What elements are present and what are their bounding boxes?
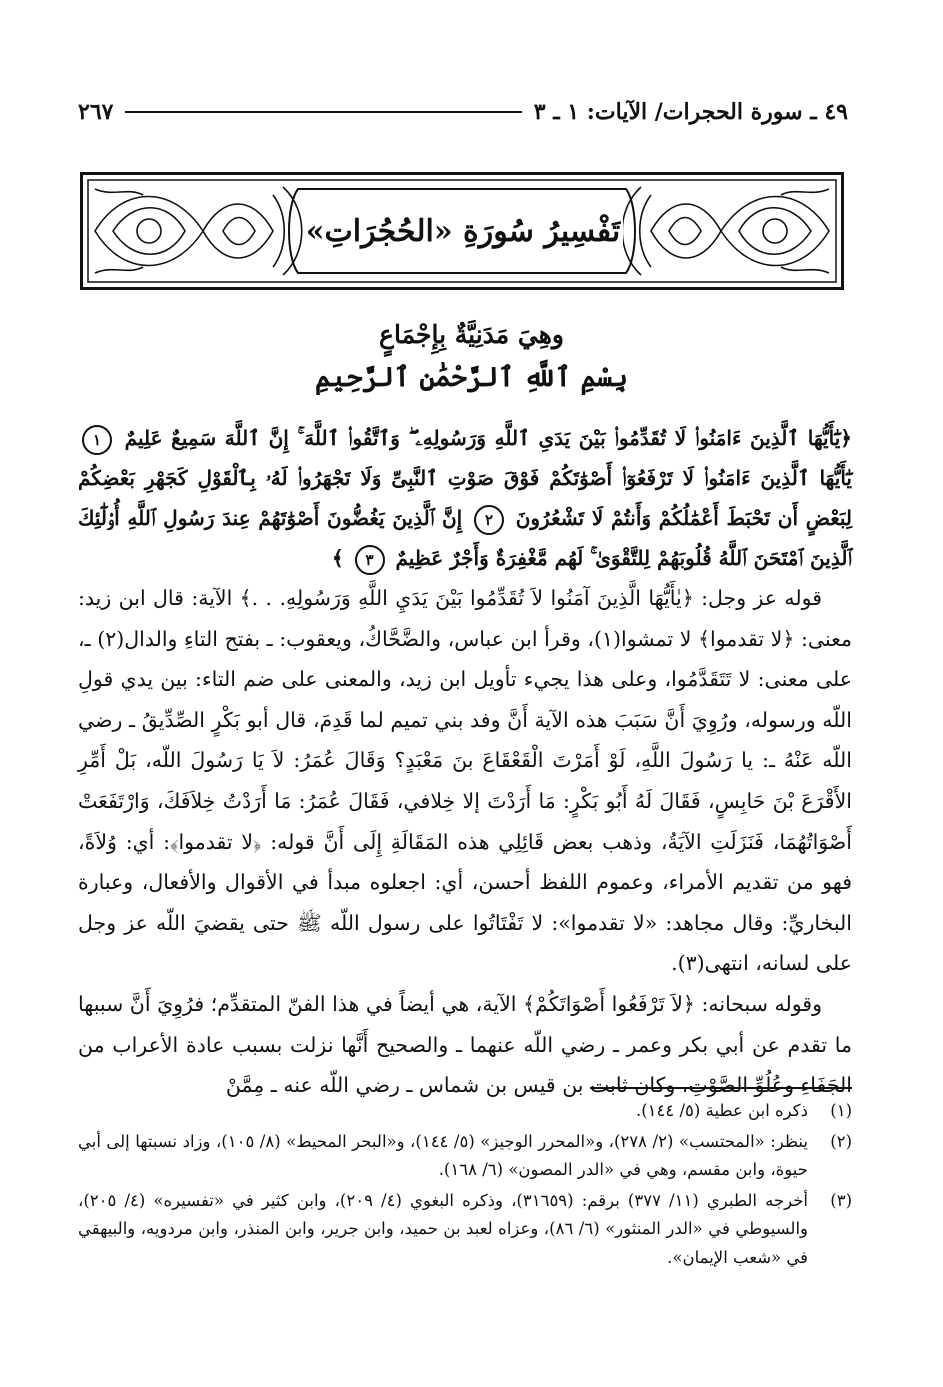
surah-title-banner (80, 172, 844, 290)
footnote-number: (٢) (830, 1131, 852, 1151)
surah-madani-note: وهِيَ مَدَنِيَّةٌ بِإِجْمَاعٍ (379, 320, 564, 349)
page-number: ٢٦٧ (78, 99, 114, 125)
footnote-text: أخرجه الطبري (١١/ ٣٧٧) برقم: (٣١٦٥٩)، وذكره البغوي (٤/ ٢٠٩)، وابن كثير في «تفسيره» (٤/ ٢٠٥)، والسيوطي في «الدر المنثور» (٦/ ٨٦)، وعزاه لعبد بن حميد، وابن جرير، وابن المنذر، وابن مردويه، والبيهقي في «شعب الإيمان». (78, 1190, 809, 1267)
verse-number-3: ٣ (355, 545, 385, 575)
footnote-2 (78, 1128, 852, 1185)
running-header-title: ٤٩ ـ سورة الحجرات/ الآيات: ١ ـ ٣ (533, 99, 848, 125)
footnotes (78, 1097, 852, 1274)
footnote-number: (٣) (830, 1190, 852, 1210)
verse-1: ﴿يَٰٓأَيُّهَا ٱلَّذِينَ ءَامَنُوا۟ لَا تُقَدِّمُوا۟ بَيْنَ يَدَىِ ٱللَّهِ وَرَسُولِهِۦ ۖ وَٱتَّقُوا۟ ٱللَّهَ ۚ إِنَّ ٱللَّهَ سَمِيعٌ عَلِيمٌ (124, 426, 852, 450)
verse-number-1: ١ (82, 425, 112, 455)
footnote-1 (78, 1097, 852, 1126)
footnote-text: ينظر: «المحتسب» (٢/ ٢٧٨)، و«المحرر الوجيز» (٥/ ١٤٤)، و«البحر المحيط» (٨/ ١٠٥)، وزاد نسبتها إلى أبي حيوة، وابن مقسم، وهي في «الدر المصون» (٦/ ١٦٨). (78, 1131, 808, 1179)
running-header (78, 92, 848, 132)
basmala: بِسْمِ ٱللَّهِ ٱلرَّحْمَٰنِ ٱلرَّحِيمِ (315, 362, 628, 393)
footnote-rule (590, 1087, 852, 1089)
verse-3: إِنَّ ٱلَّذِينَ يَغُضُّونَ أَصْوَٰتَهُمْ عِندَ رَسُولِ ٱللَّهِ أُو۟لَٰٓئِكَ ٱلَّذِينَ ٱمْتَحَنَ ٱللَّهُ قُلُوبَهُمْ لِلتَّقْوَىٰ ۚ لَهُم مَّغْفِرَةٌ وَأَجْرٌ عَظِيمٌ (78, 506, 852, 570)
commentary-paragraph-1: قوله عز وجل: ﴿يٰأَيُّهَا الَّذِينَ آمَنُوا لاَ تُقَدِّمُوا بَيْنَ يَدَيِ اللَّهِ وَرَسُولِهِ. . .﴾ الآية: قال ابن زيد: معنى: ﴿لا تقدموا﴾ لا تمشوا(١)، وقرأ ابن عباس، والضَّحَّاكُ، ويعقوب: ـ بفتح التاءِ والدال(٢) ـ، على معنى: لا تَتَقَدَّمُوا، وعلى هذا يجيء تأويل ابن زيد، والمعنى على ضم التاء: بين يدي قولِ اللّه ورسوله، ورُوِيَ أَنَّ سَبَبَ هذه الآية أَنَّ وفد بني تميم لما قَدِمَ، قال أبو بَكْرٍ الصِّدِّيقُ ـ رضي اللّه عَنْهُ ـ: يا رَسُولَ اللَّهِ، لَوْ أَمَرْتَ الْقَعْقَاعَ بنَ مَعْبَدٍ؟ وَقَالَ عُمَرُ: لاَ يَا رَسُولَ اللّه، بَلْ أَمِّرِ الأَقْرَعَ بْنَ حَابِسٍ، فَقَالَ لَهُ أَبُو بَكْرٍ: مَا أَرَدْتَ إلا خِلافي، فَقَالَ عُمَرُ: مَا أَرَدْتُ خِلاَفَكَ، وَارْتَفَعَتْ أَصْوَاتُهُمَا، فَنَزَلَتِ الآيَةُ، وذهب بعض قَائِلِي هذه المَقَالَةِ إِلَى أَنَّ قوله: ﴿لا تقدموا﴾: أي: وُلاَةً، فهو من تقديم الأمراء، وعموم اللفظ أحسن، أي: اجعلوه مبدأ في الأقوال والأفعال، وعبارة البخاريِّ: وقال مجاهد: «لا تقدموا»: لا تَفْتَاتُوا على رسول اللّه ﷺ حتى يقضيَ اللّه عز وجل على لسانه، انتهى(٣). (78, 586, 852, 976)
header-rule (125, 111, 521, 113)
surah-title: تَفْسِيرُ سُورَةِ «الحُجُرَاتِ» (303, 197, 623, 265)
footnote-3 (78, 1187, 852, 1273)
footnote-text: ذكره ابن عطية (٥/ ١٤٤). (635, 1101, 808, 1120)
quran-verses (78, 418, 852, 578)
commentary (78, 578, 852, 1106)
verse-number-2: ٢ (474, 505, 504, 535)
verse-2: يَٰٓأَيُّهَا ٱلَّذِينَ ءَامَنُوا۟ لَا تَرْفَعُوٓا۟ أَصْوَٰتَكُمْ فَوْقَ صَوْتِ ٱلنَّبِىِّ وَلَا تَجْهَرُوا۟ لَهُۥ بِٱلْقَوْلِ كَجَهْرِ بَعْضِكُمْ لِبَعْضٍ أَن تَحْبَطَ أَعْمَٰلُكُمْ وَأَنتُمْ لَا تَشْعُرُونَ (78, 466, 852, 530)
commentary-paragraph-2: وقوله سبحانه: ﴿لاَ تَرْفَعُوا أَصْوَاتَكُمْ﴾ الآية، هي أيضاً في هذا الفنّ المتقدِّم؛ فرُوِيَ أَنَّ سببها ما تقدم عن أبي بكر وعمر ـ رضي اللّه عنهما ـ والصحيح أَنَّها نزلت بسبب عادة الأعراب من الجَفَاءِ وعُلُوِّ الصَّوْتِ، وكان ثابت بن قيس بن شماس ـ رضي اللّه عنه ـ مِمَّنْ (78, 991, 852, 1098)
footnote-number: (١) (830, 1101, 852, 1120)
closing-bracket: ﴾ (331, 546, 344, 570)
